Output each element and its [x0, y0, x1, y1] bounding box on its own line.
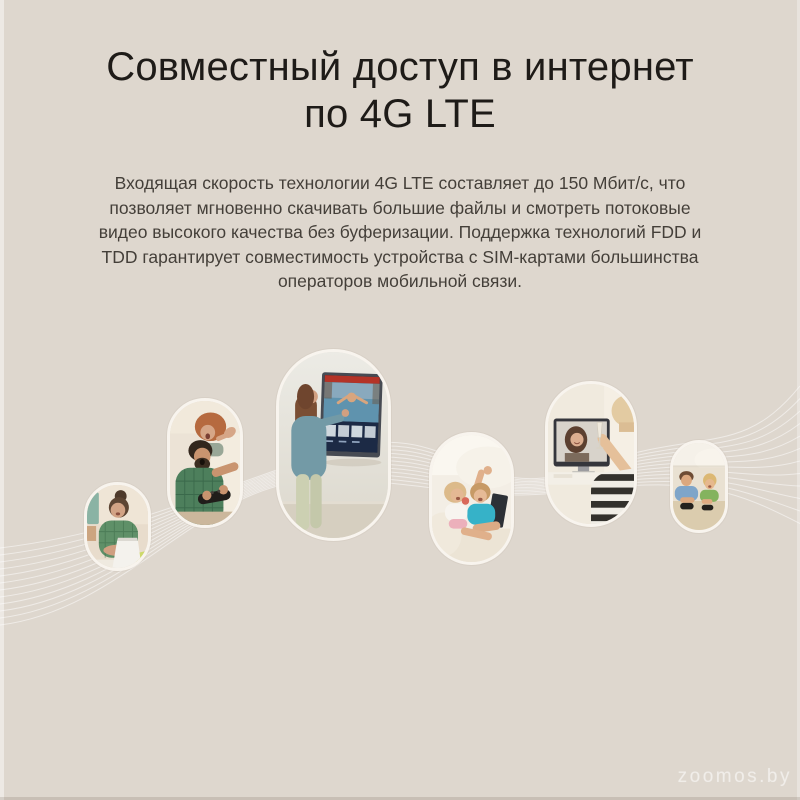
description-paragraph: [70, 171, 730, 294]
photo-video-call-toast-image: [548, 384, 634, 524]
description-line: позволяет мгновенно скачивать большие файлы и смотреть потоковые: [109, 197, 691, 218]
photo-couple-gaming: [167, 398, 243, 528]
page-title-line-2: по 4G LTE: [304, 92, 496, 136]
page-title: [0, 44, 800, 138]
description-line: Входящая скорость технологии 4G LTE составляет до 150 Мбит/с, что: [114, 173, 686, 193]
photo-couple-gaming-image: [170, 401, 240, 525]
description-line: операторов мобильной связи.: [277, 271, 523, 291]
photo-father-son-gaming: [670, 440, 728, 533]
photo-woman-laptop: [84, 482, 151, 571]
photo-woman-smart-tv-image: [279, 352, 388, 538]
page-edge-left: [0, 0, 4, 800]
photo-kids-tablet-sofa: [429, 432, 514, 565]
photo-video-call-toast: [545, 381, 637, 527]
photo-father-son-gaming-image: [673, 443, 725, 530]
page-title-line-1: Совместный доступ в интернет: [106, 45, 694, 89]
watermark: zoomos.by: [677, 766, 792, 787]
photo-kids-tablet-sofa-image: [432, 435, 511, 562]
description-line: видео высокого качества без буферизации. Поддержка технологий FDD и: [98, 222, 702, 242]
photo-woman-laptop-image: [87, 485, 148, 568]
description-line: TDD гарантирует совместимость устройства с SIM-картами большинства: [101, 246, 699, 267]
photo-woman-smart-tv: [276, 349, 391, 541]
